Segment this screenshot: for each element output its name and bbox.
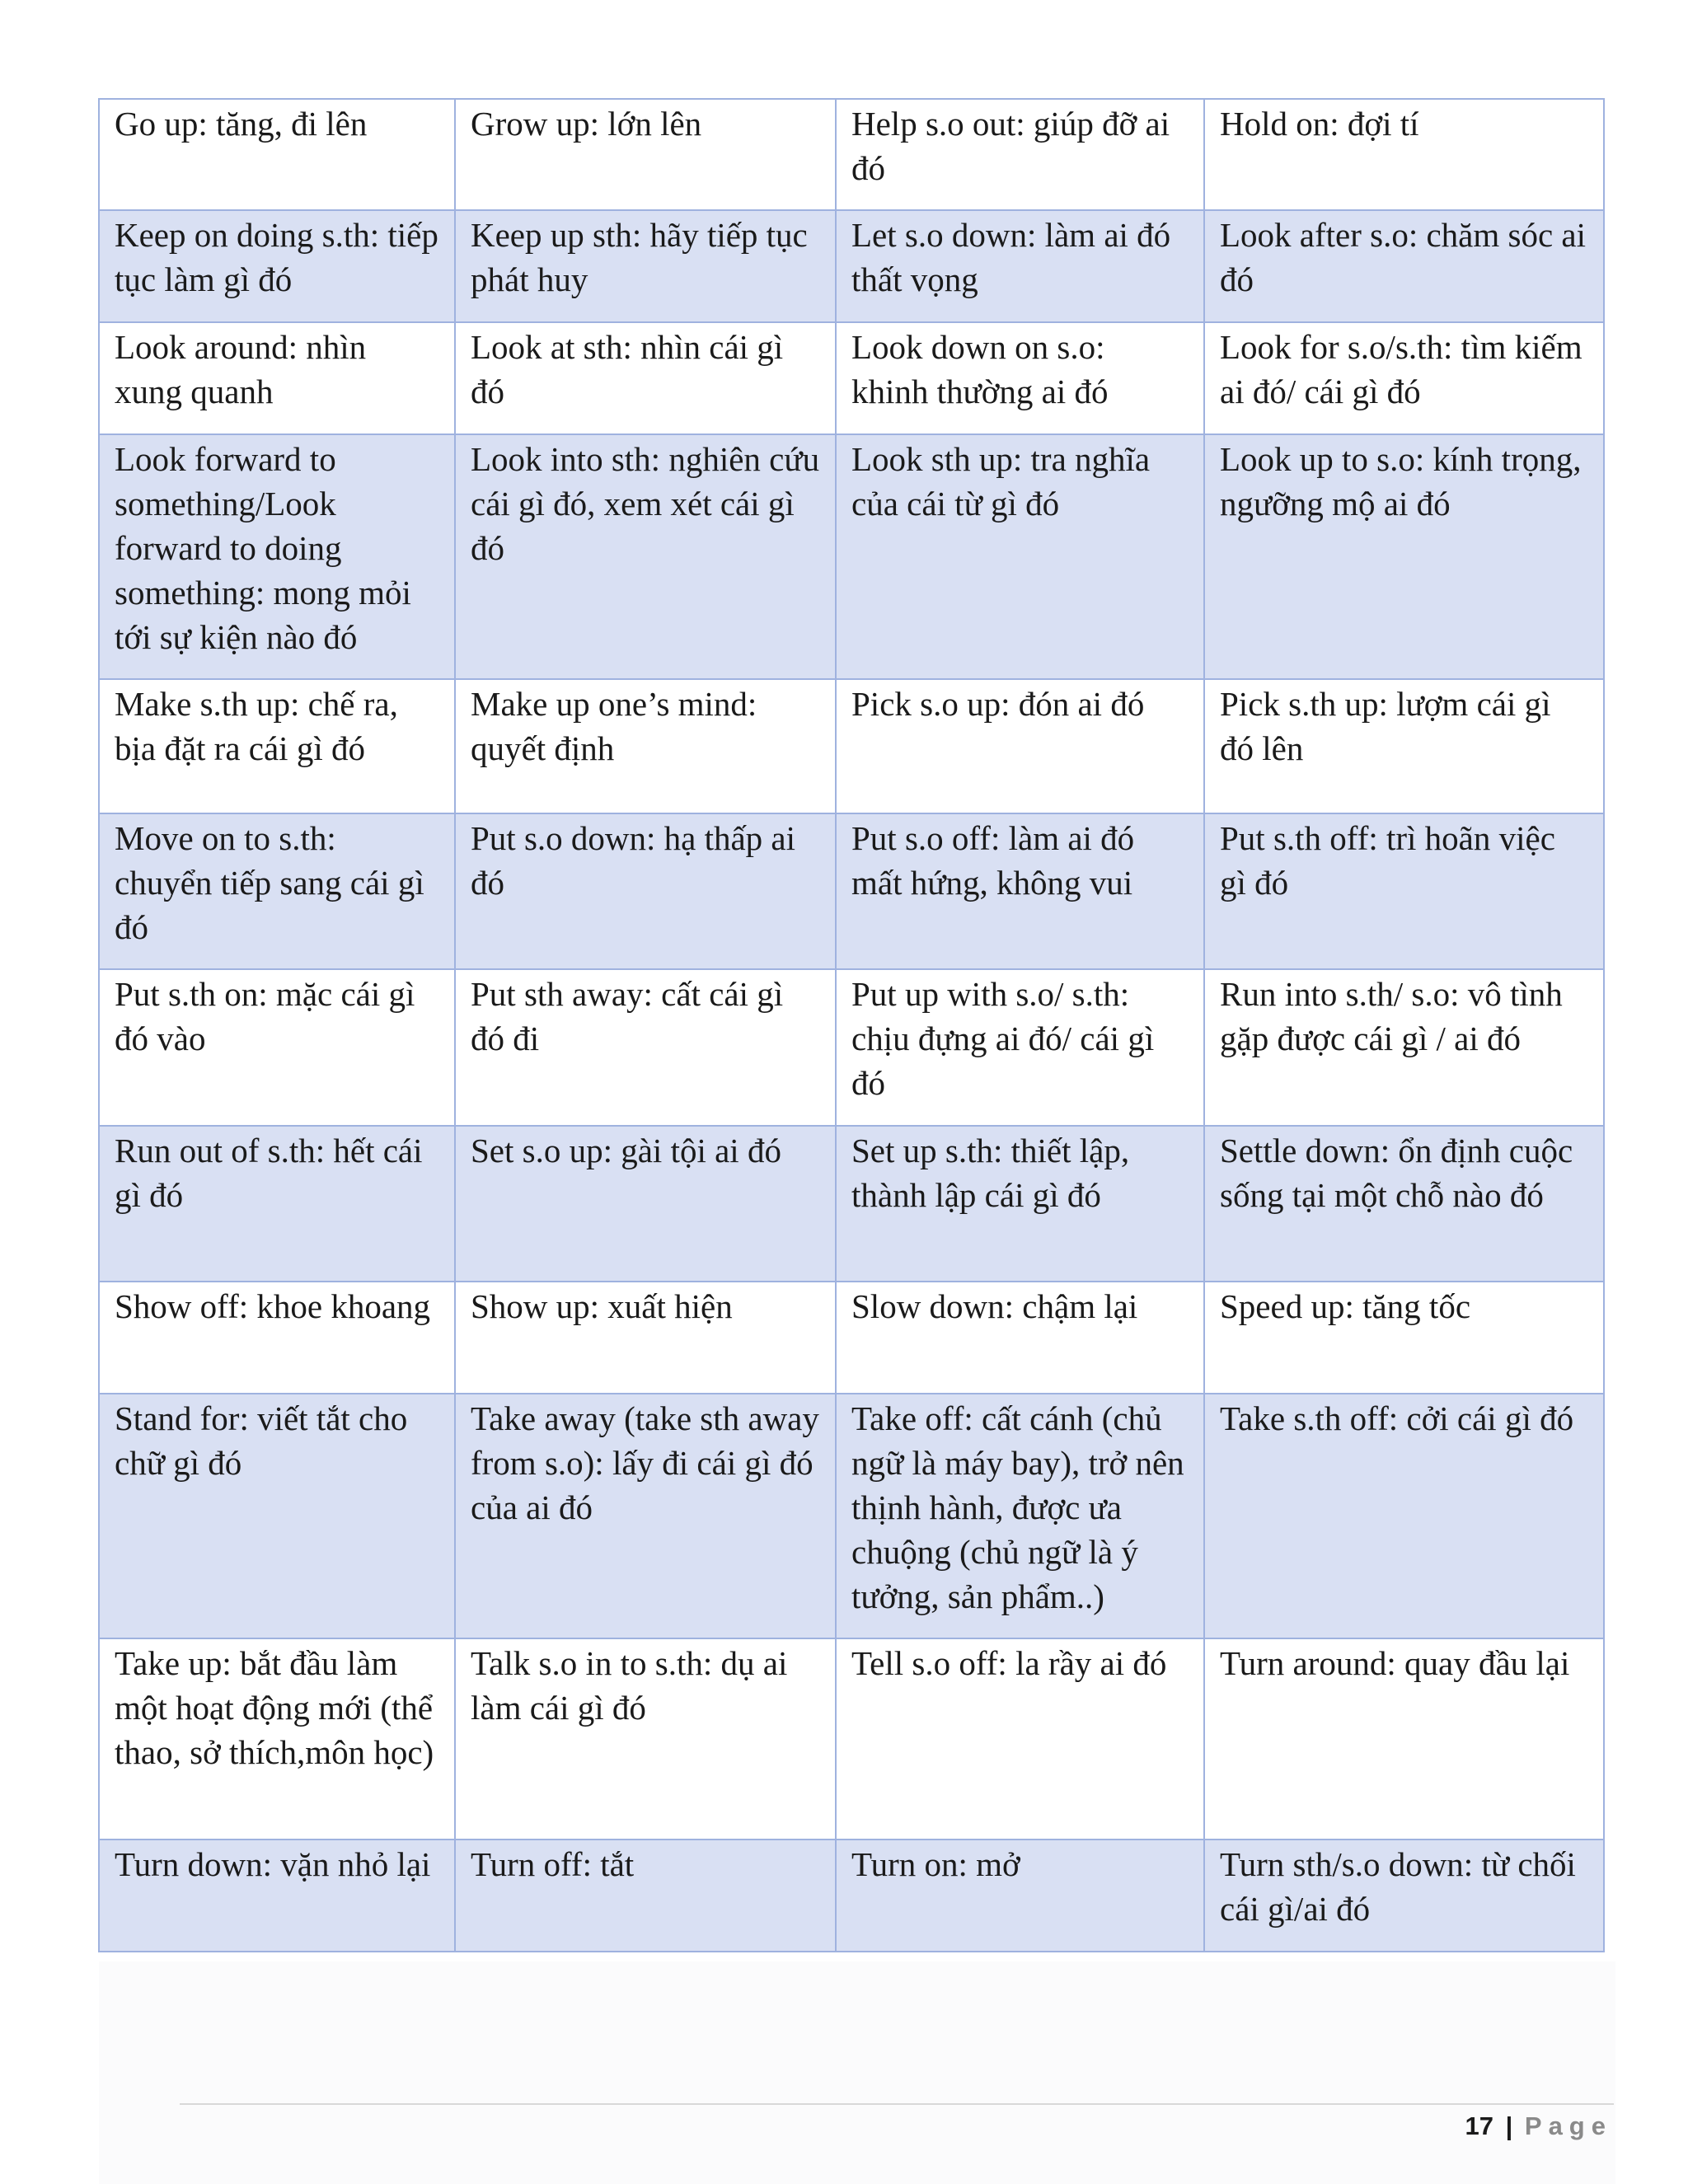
table-row [99,1394,1604,1638]
table-cell: Put s.o off: làm ai đó mất hứng, không vui [836,813,1204,969]
page-number: 17 [1465,2111,1493,2140]
table-cell: Look around: nhìn xung quanh [99,322,455,434]
table-cell: Pick s.o up: đón ai đó [836,679,1204,813]
table-row [99,322,1604,434]
table-cell: Turn sth/s.o down: từ chối cái gì/ai đó [1204,1840,1604,1952]
table-cell: Turn on: mở [836,1840,1204,1952]
table-cell: Put up with s.o/ s.th: chịu đựng ai đó/ cái gì đó [836,969,1204,1126]
table-cell: Speed up: tăng tốc [1204,1282,1604,1394]
table-cell: Settle down: ổn định cuộc sống tại một chỗ nào đó [1204,1126,1604,1282]
table-cell: Move on to s.th: chuyển tiếp sang cái gì đó [99,813,455,969]
table-cell: Put s.th on: mặc cái gì đó vào [99,969,455,1126]
table-cell: Pick s.th up: lượm cái gì đó lên [1204,679,1604,813]
table-cell: Run out of s.th: hết cái gì đó [99,1126,455,1282]
table-cell: Look into sth: nghiên cứu cái gì đó, xem xét cái gì đó [455,434,836,679]
table-cell: Make s.th up: chế ra, bịa đặt ra cái gì đó [99,679,455,813]
table-cell: Turn off: tắt [455,1840,836,1952]
table-cell: Take off: cất cánh (chủ ngữ là máy bay), trở nên thịnh hành, được ưa chuộng (chủ ngữ là ý tưởng, sản phẩm..) [836,1394,1204,1638]
table-row [99,434,1604,679]
table-cell: Show up: xuất hiện [455,1282,836,1394]
table-cell: Talk s.o in to s.th: dụ ai làm cái gì đó [455,1638,836,1840]
table-cell: Let s.o down: làm ai đó thất vọng [836,210,1204,322]
table-row [99,1840,1604,1952]
table-cell: Grow up: lớn lên [455,99,836,210]
table-cell: Keep up sth: hãy tiếp tục phát huy [455,210,836,322]
table-cell: Take away (take sth away from s.o): lấy đi cái gì đó của ai đó [455,1394,836,1638]
table-cell: Hold on: đợi tí [1204,99,1604,210]
table-cell: Put s.o down: hạ thấp ai đó [455,813,836,969]
table-row [99,969,1604,1126]
table-cell: Take up: bắt đầu làm một hoạt động mới (thể thao, sở thích,môn học) [99,1638,455,1840]
table-row [99,813,1604,969]
table-cell: Turn around: quay đầu lại [1204,1638,1604,1840]
table-cell: Put sth away: cất cái gì đó đi [455,969,836,1126]
table-row [99,210,1604,322]
table-row [99,1638,1604,1840]
table-cell: Slow down: chậm lại [836,1282,1204,1394]
table-cell: Set up s.th: thiết lập, thành lập cái gì đó [836,1126,1204,1282]
page-footer [1465,2108,1612,2144]
table-cell: Look for s.o/s.th: tìm kiếm ai đó/ cái gì đó [1204,322,1604,434]
table-cell: Stand for: viết tắt cho chữ gì đó [99,1394,455,1638]
table-cell: Take s.th off: cởi cái gì đó [1204,1394,1604,1638]
page-bottom-shading [99,1961,1615,2184]
table-cell: Show off: khoe khoang [99,1282,455,1394]
table-cell: Look after s.o: chăm sóc ai đó [1204,210,1604,322]
table-cell: Set s.o up: gài tội ai đó [455,1126,836,1282]
table-row [99,1126,1604,1282]
table-cell: Tell s.o off: la rầy ai đó [836,1638,1204,1840]
footer-separator: | [1505,2111,1513,2140]
table-cell: Look at sth: nhìn cái gì đó [455,322,836,434]
footer-divider [180,2103,1614,2105]
table-cell: Put s.th off: trì hoãn việc gì đó [1204,813,1604,969]
table-cell: Make up one’s mind: quyết định [455,679,836,813]
table-cell: Help s.o out: giúp đỡ ai đó [836,99,1204,210]
table-cell: Look sth up: tra nghĩa của cái từ gì đó [836,434,1204,679]
phrasal-verb-table [98,98,1605,1952]
table-cell: Run into s.th/ s.o: vô tình gặp được cái gì / ai đó [1204,969,1604,1126]
page-label: Page [1524,2111,1612,2140]
table-row [99,99,1604,210]
table-cell: Keep on doing s.th: tiếp tục làm gì đó [99,210,455,322]
table-cell: Go up: tăng, đi lên [99,99,455,210]
table-cell: Look forward to something/Look forward to doing something: mong mỏi tới sự kiện nào đó [99,434,455,679]
table-cell: Look up to s.o: kính trọng, ngưỡng mộ ai đó [1204,434,1604,679]
table-cell: Turn down: vặn nhỏ lại [99,1840,455,1952]
table-row [99,679,1604,813]
table-row [99,1282,1604,1394]
table-cell: Look down on s.o: khinh thường ai đó [836,322,1204,434]
